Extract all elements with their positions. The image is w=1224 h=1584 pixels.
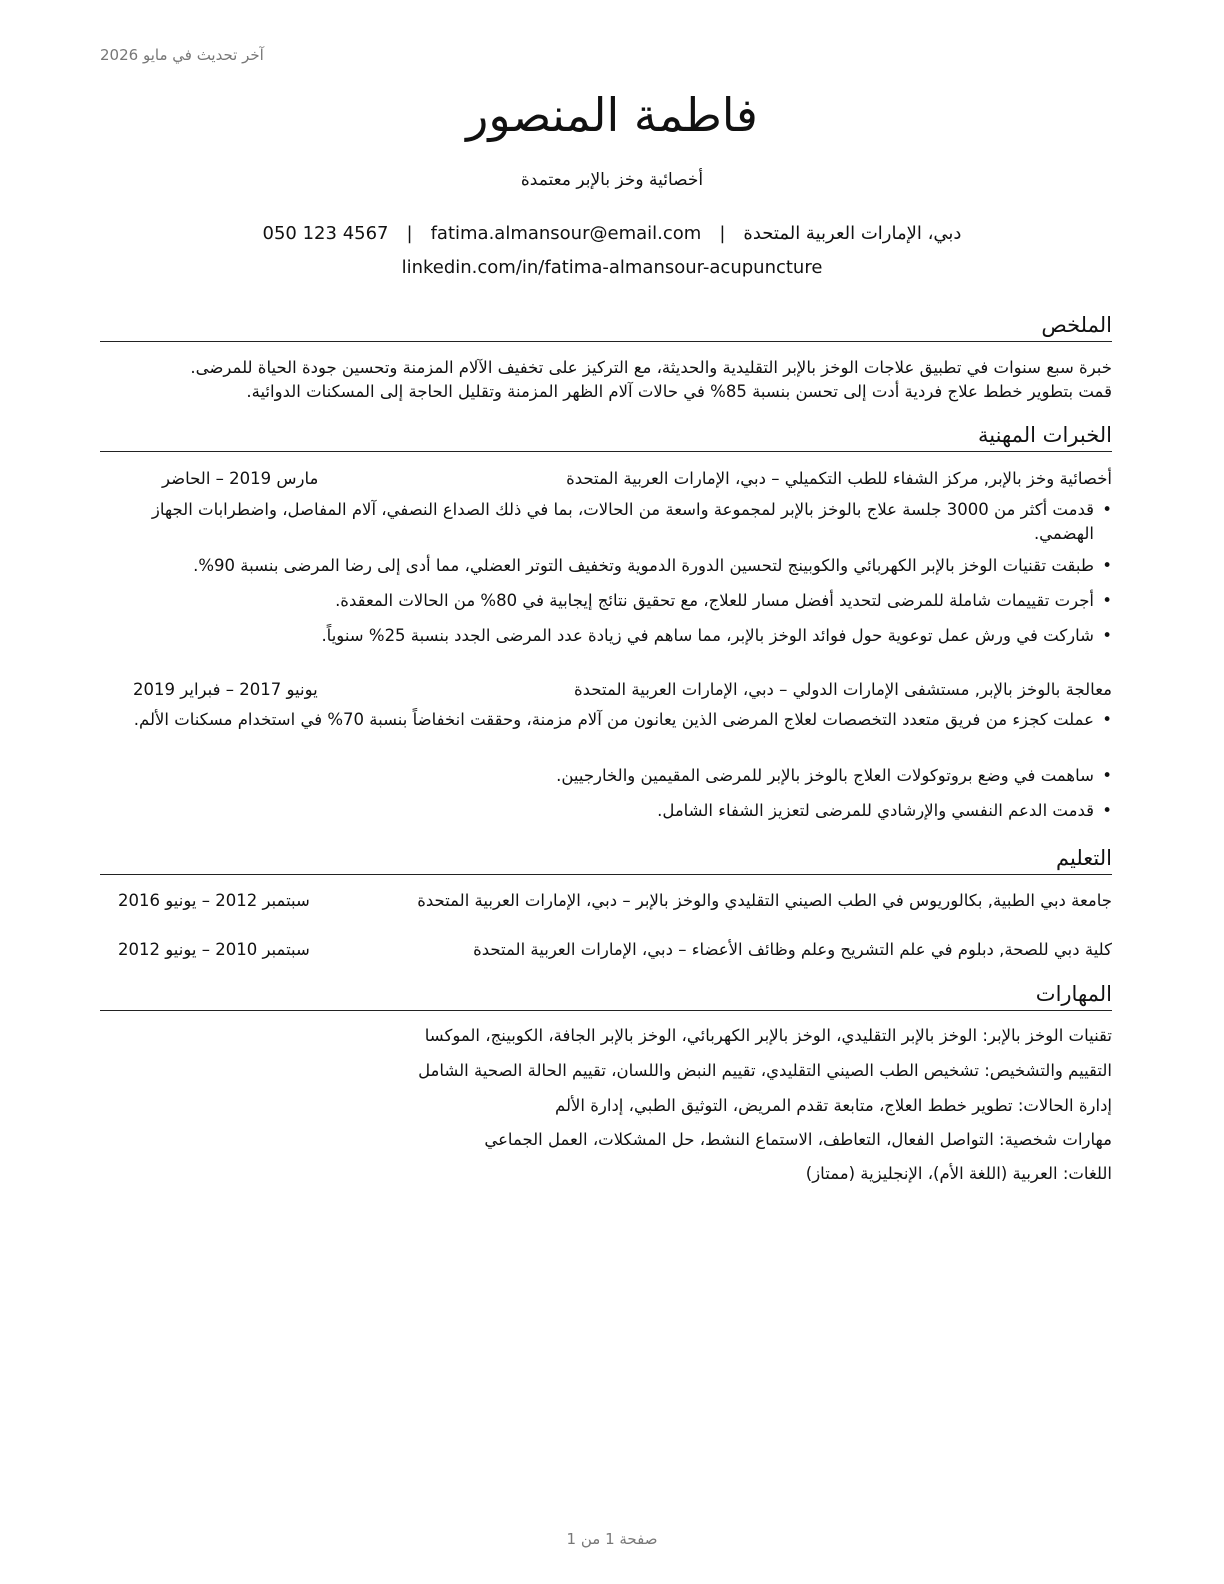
- section-heading-skills: المهارات: [100, 979, 1112, 1011]
- contact-location: دبي، الإمارات العربية المتحدة: [743, 223, 962, 244]
- education-date: سبتمبر 2012 – يونيو 2016: [118, 891, 310, 910]
- job-role: معالجة بالوخز بالإبر, مستشفى الإمارات الدولي – دبي، الإمارات العربية المتحدة: [574, 680, 1112, 699]
- job-bullet: • قدمت أكثر من 3000 جلسة علاج بالوخز بالإبر لمجموعة واسعة من الحالات، بما في ذلك الصداع النصفي، آلام المفاصل، واضطرابات الجهاز الهضمي.: [100, 498, 1112, 546]
- job-header: [100, 467, 1112, 491]
- contact-email[interactable]: fatima.almansour@email.com: [430, 223, 702, 244]
- job-date: يونيو 2017 – فبراير 2019: [133, 680, 318, 699]
- job-date: مارس 2019 – الحاضر: [162, 469, 319, 488]
- skill-line: إدارة الحالات: تطوير خطط العلاج، متابعة تقدم المريض، التوثيق الطبي، إدارة الألم: [555, 1096, 1112, 1115]
- education-date: سبتمبر 2010 – يونيو 2012: [118, 940, 310, 959]
- last-updated: آخر تحديث في مايو 2026: [100, 46, 264, 64]
- page-number: صفحة 1 من 1: [566, 1530, 658, 1548]
- job-role: أخصائية وخز بالإبر, مركز الشفاء للطب التكميلي – دبي، الإمارات العربية المتحدة: [566, 469, 1112, 488]
- job-header: [100, 678, 1112, 702]
- section-heading-summary: الملخص: [100, 310, 1112, 342]
- education-entry: [100, 938, 1112, 962]
- education-role: جامعة دبي الطبية, بكالوريوس في الطب الصيني التقليدي والوخز بالإبر – دبي، الإمارات العربية المتحدة: [417, 891, 1112, 910]
- education-role: كلية دبي للصحة, دبلوم في علم التشريح وعلم وظائف الأعضاء – دبي، الإمارات العربية المتحدة: [473, 940, 1112, 959]
- skill-line: اللغات: العربية (اللغة الأم)، الإنجليزية (ممتاز): [805, 1164, 1112, 1183]
- contact-linkedin[interactable]: linkedin.com/in/fatima-almansour-acupuncture: [401, 257, 823, 278]
- section-heading-education: التعليم: [100, 843, 1112, 875]
- job-bullet: • شاركت في ورش عمل توعوية حول فوائد الوخز بالإبر، مما ساهم في زيادة عدد المرضى الجدد بنسبة 25% سنوياً.: [100, 624, 1112, 648]
- section-heading-experience: الخبرات المهنية: [100, 420, 1112, 452]
- skill-line: تقنيات الوخز بالإبر: الوخز بالإبر التقليدي، الوخز بالإبر الكهربائي، الوخز بالإبر الجافة، الكوبينج، الموكسا: [424, 1026, 1112, 1045]
- job-bullet: • أجرت تقييمات شاملة للمرضى لتحديد أفضل مسار للعلاج، مع تحقيق نتائج إيجابية في 80% من الحالات المعقدة.: [100, 589, 1112, 613]
- summary-line: خبرة سبع سنوات في تطبيق علاجات الوخز بالإبر التقليدية والحديثة، مع التركيز على تخفيف الآلام المزمنة وتحسين جودة الحياة للمرضى.: [190, 358, 1112, 377]
- job-bullet: • طبقت تقنيات الوخز بالإبر الكهربائي والكوبينج لتحسين الدورة الدموية وتخفيف التوتر العضلي، مما أدى إلى رضا المرضى بنسبة 90%.: [100, 554, 1112, 578]
- candidate-title: أخصائية وخز بالإبر معتمدة: [520, 170, 704, 190]
- job-bullet: • قدمت الدعم النفسي والإرشادي للمرضى لتعزيز الشفاء الشامل.: [100, 799, 1112, 823]
- summary-line: قمت بتطوير خطط علاج فردية أدت إلى تحسن بنسبة 85% في حالات آلام الظهر المزمنة وتقليل الحاجة إلى المسكنات الدوائية.: [246, 382, 1112, 401]
- education-entry: [100, 889, 1112, 913]
- candidate-name: فاطمة المنصور: [466, 88, 758, 142]
- contact-phone: 050 123 4567: [262, 223, 389, 244]
- job-bullet: • عملت كجزء من فريق متعدد التخصصات لعلاج المرضى الذين يعانون من آلام مزمنة، وحققت انخفاضاً بنسبة 70% في استخدام مسكنات الألم.: [100, 708, 1112, 732]
- skill-line: التقييم والتشخيص: تشخيص الطب الصيني التقليدي، تقييم النبض واللسان، تقييم الحالة الصحية الشامل: [418, 1061, 1112, 1080]
- contact-separator: |: [719, 223, 726, 244]
- skill-line: مهارات شخصية: التواصل الفعال، التعاطف، الاستماع النشط، حل المشكلات، العمل الجماعي: [484, 1130, 1112, 1149]
- contact-separator: |: [406, 223, 413, 244]
- contact-line: [0, 223, 1224, 244]
- job-bullet: • ساهمت في وضع بروتوكولات العلاج بالوخز بالإبر للمرضى المقيمين والخارجيين.: [100, 764, 1112, 788]
